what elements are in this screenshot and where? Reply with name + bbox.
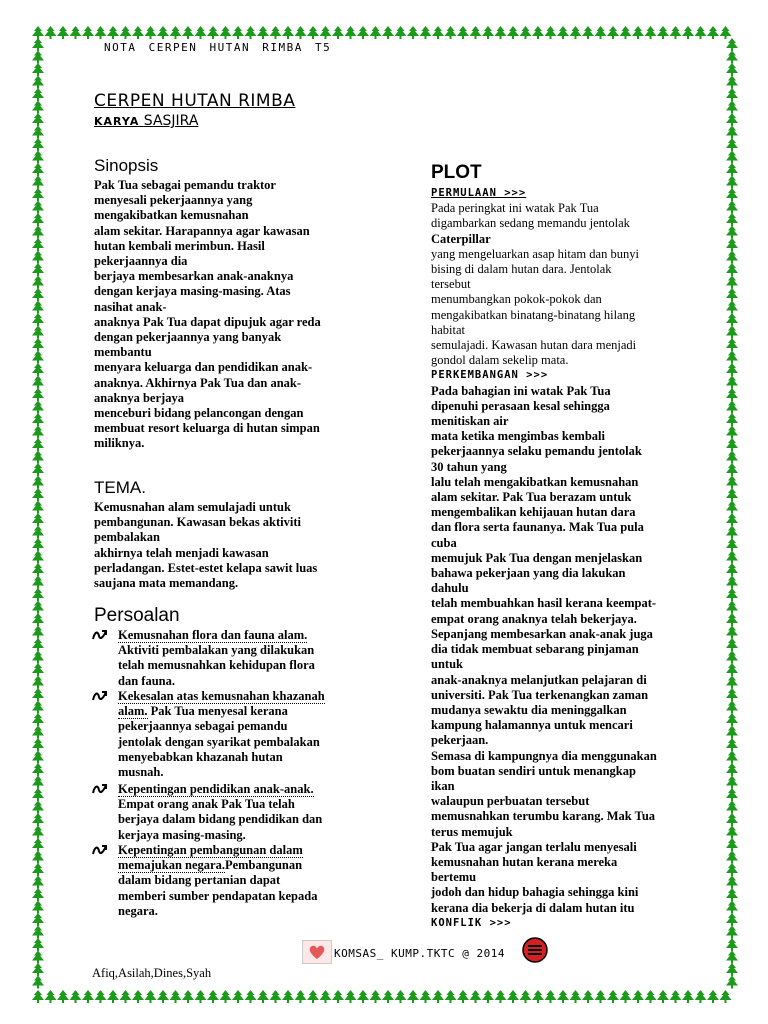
persoalan-text-tail: Pak Tua menyesal kerana [147, 704, 288, 719]
persoalan-text: kerjaya masing-masing. [118, 827, 246, 842]
group-members: Afiq,Asilah,Dines,Syah [92, 966, 212, 980]
persoalan-text: memajukan negara. [118, 858, 225, 873]
persoalan-line [118, 628, 367, 643]
persoalan-item [92, 843, 367, 919]
persoalan-line [118, 858, 367, 873]
perkembangan-line: kemusnahan hutan kerana mereka [431, 854, 618, 869]
persoalan-text-tail: Pembangunan [224, 858, 303, 873]
tema-line: pembalakan [94, 530, 160, 545]
persoalan-line [118, 689, 367, 704]
persoalan-text: dan fauna. [118, 673, 175, 688]
persoalan-text: alam. [118, 704, 148, 719]
persoalan-line [118, 765, 367, 780]
school-logo-icon [522, 937, 548, 963]
perkembangan-line: dahulu [431, 581, 469, 596]
sinopsis-heading: Sinopsis [94, 156, 159, 175]
persoalan-line [118, 674, 367, 689]
sinopsis-line: nasihat anak- [94, 299, 167, 314]
permulaan-line: semulajadi. Kawasan hutan dara menjadi [431, 338, 637, 353]
permulaan-line: gondol dalam sekelip mata. [431, 353, 569, 368]
plot-stage-label: PERMULAAN >>> [431, 187, 527, 199]
perkembangan-line: Semasa di kampungnya dia menggunakan [431, 748, 657, 763]
permulaan-line: mengakibatkan binatang-binatang hilang [431, 307, 636, 322]
arrow-bullet-icon [92, 689, 108, 703]
permulaan-line: tersebut [431, 277, 471, 292]
plot-heading: PLOT [431, 162, 482, 183]
sinopsis-line: alam sekitar. Harapannya agar kawasan [94, 223, 310, 238]
perkembangan-line: alam sekitar. Pak Tua berazam untuk [431, 490, 632, 505]
sinopsis-line: pekerjaannya dia [94, 254, 188, 269]
persoalan-line [118, 873, 367, 888]
persoalan-text: Aktiviti pembalakan yang dilakukan [118, 643, 315, 658]
tema-line: Kemusnahan alam semulajadi untuk [94, 500, 291, 514]
perkembangan-line: Sepanjang membesarkan anak-anak juga [431, 626, 653, 641]
persoalan-text: Kemusnahan flora dan fauna alam. [118, 628, 308, 642]
persoalan-line [118, 812, 367, 827]
perkembangan-line: mata ketika mengimbas kembali [431, 429, 605, 444]
persoalan-text: menyebabkan khazanah hutan [118, 749, 283, 764]
perkembangan-line: 30 tahun yang [431, 459, 507, 474]
perkembangan-line: mudanya sewaktu dia meninggalkan [431, 702, 627, 717]
persoalan-text: Empat orang anak Pak Tua telah [118, 797, 295, 812]
perkembangan-line: Pada bahagian ini watak Pak Tua [431, 383, 611, 398]
persoalan-text: Kepentingan pembangunan dalam [118, 843, 303, 857]
perkembangan-line: pekerjaannya selaku pemandu jentolak [431, 444, 642, 459]
perkembangan-line: ikan [431, 778, 455, 793]
persoalan-line [118, 735, 367, 750]
sinopsis-line: hutan kembali merimbun. Hasil [94, 238, 265, 253]
heart-icon [302, 940, 332, 964]
perkembangan-line: lalu telah mengakibatkan kemusnahan [431, 474, 639, 489]
persoalan-text: Kekesalan atas kemusnahan khazanah [118, 689, 325, 703]
persoalan-item [92, 689, 367, 780]
perkembangan-line: telah membuahkan hasil kerana keempat- [431, 596, 657, 611]
sinopsis-line: dengan pekerjaannya yang banyak [94, 330, 282, 345]
sinopsis-line: anaknya Pak Tua dapat dipujuk agar reda [94, 314, 321, 329]
persoalan-line [118, 658, 367, 673]
permulaan-line: bising di dalam hutan dara. Jentolak [431, 262, 612, 277]
permulaan-line: menumbangkan pokok-pokok dan [431, 292, 602, 307]
perkembangan-line: bahawa pekerjaan yang dia lakukan [431, 566, 626, 581]
perkembangan-line: terus memujuk [431, 824, 513, 839]
sinopsis-text [94, 178, 364, 452]
perkembangan-line: universiti. Pak Tua terkenangkan zaman [431, 687, 649, 702]
plot-stage-label: PERKEMBANGAN >>> [431, 369, 549, 382]
perkembangan-line: jodoh dan hidup bahagia sehingga kini [431, 885, 639, 900]
persoalan-text: memberi sumber pendapatan kepada [118, 888, 318, 903]
persoalan-text: telah memusnahkan kehidupan flora [118, 658, 315, 673]
perkembangan-line: untuk [431, 657, 463, 672]
sinopsis-line: berjaya membesarkan anak-anaknya [94, 269, 294, 284]
perkembangan-line: kerana dia bekerja di dalam hutan itu [431, 900, 635, 915]
story-title: CERPEN HUTAN RIMBA [94, 91, 296, 111]
persoalan-item [92, 782, 367, 843]
perkembangan-line: dia tidak membuat sebarang pinjaman [431, 642, 639, 657]
persoalan-text: berjaya dalam bidang pendidikan dan [118, 812, 323, 827]
persoalan-heading: Persoalan [94, 605, 180, 626]
author-prefix: KARYA [94, 115, 140, 128]
persoalan-line [118, 797, 367, 812]
persoalan-text: pekerjaannya sebagai pemandu [118, 719, 288, 734]
plot-stage-label: KONFLIK >>> [431, 916, 512, 929]
tema-line: saujana mata memandang. [94, 576, 239, 591]
persoalan-text: musnah. [118, 765, 164, 780]
persoalan-line [118, 843, 367, 858]
persoalan-line [118, 719, 367, 734]
perkembangan-line: menitiskan air [431, 414, 509, 429]
arrow-bullet-icon [92, 843, 108, 857]
author-name: SASJIRA [143, 113, 199, 129]
perkembangan-line: dipenuhi perasaan kesal sehingga [431, 398, 610, 413]
persoalan-line [118, 828, 367, 843]
arrow-bullet-icon [92, 782, 108, 796]
perkembangan-line: anak-anaknya melanjutkan pelajaran di [431, 672, 647, 687]
sinopsis-line: dengan kerjaya masing-masing. Atas [94, 284, 291, 299]
arrow-bullet-icon [92, 628, 108, 642]
sinopsis-line: miliknya. [94, 436, 145, 451]
persoalan-line [118, 904, 367, 919]
perkembangan-line: kampung halamannya untuk mencari [431, 718, 633, 733]
tema-line: akhirnya telah menjadi kawasan [94, 545, 269, 560]
persoalan-line [118, 889, 367, 904]
permulaan-line: habitat [431, 322, 466, 337]
perkembangan-line: memusnahkan terumbu karang. Mak Tua [431, 809, 656, 824]
permulaan-bold-line: Caterpillar [431, 231, 491, 246]
sinopsis-line: menyesali pekerjaannya yang [94, 193, 253, 208]
tema-line: perladangan. Estet-estet kelapa sawit luas [94, 560, 318, 575]
tema-text [94, 500, 364, 591]
permulaan-line: Pada peringkat ini watak Pak Tua [431, 201, 599, 216]
perkembangan-line: dan flora serta faunanya. Mak Tua pula [431, 520, 644, 535]
perkembangan-line: empat orang anaknya telah bekerjaya. [431, 611, 637, 626]
sinopsis-line: anaknya. Akhirnya Pak Tua dan anak- [94, 375, 302, 390]
sinopsis-line: menceburi bidang pelancongan dengan [94, 406, 304, 421]
sinopsis-line: membuat resort keluarga di hutan simpan [94, 421, 320, 436]
persoalan-line [118, 704, 367, 719]
perkembangan-line: pekerjaan. [431, 733, 489, 748]
footer-group [302, 940, 552, 964]
persoalan-text: jentolak dengan syarikat pembalakan [118, 734, 320, 749]
perkembangan-line: cuba [431, 535, 457, 550]
header-note: NOTA CERPEN HUTAN RIMBA T5 [104, 41, 332, 54]
perkembangan-line: walaupun perbuatan tersebut [431, 794, 590, 809]
perkembangan-text [431, 384, 681, 916]
persoalan-line [118, 643, 367, 658]
perkembangan-line: bertemu [431, 870, 477, 885]
permulaan-line: digambarkan sedang memandu jentolak [431, 216, 630, 231]
persoalan-text: Kepentingan pendidikan anak-anak. [118, 782, 314, 796]
perkembangan-line: Pak Tua agar jangan terlalu menyesali [431, 839, 637, 854]
plot-text [431, 186, 681, 931]
permulaan-line: yang mengeluarkan asap hitam dan bunyi [431, 246, 639, 261]
sinopsis-line: menyara keluarga dan pendidikan anak- [94, 360, 313, 375]
tema-heading: TEMA. [94, 478, 146, 497]
perkembangan-line: memujuk Pak Tua dengan menjelaskan [431, 550, 643, 565]
sinopsis-line: membantu [94, 345, 152, 360]
perkembangan-line: mengembalikan kehijauan hutan dara [431, 505, 636, 520]
sinopsis-line: anaknya berjaya [94, 390, 184, 405]
perkembangan-line: bom buatan sendiri untuk menangkap [431, 763, 636, 778]
author-line [94, 113, 198, 129]
persoalan-item [92, 628, 367, 689]
sinopsis-line: Pak Tua sebagai pemandu traktor [94, 178, 276, 192]
persoalan-text: negara. [118, 903, 158, 918]
persoalan-line [118, 782, 367, 797]
sinopsis-line: mengakibatkan kemusnahan [94, 208, 249, 223]
tema-line: pembangunan. Kawasan bekas aktiviti [94, 515, 302, 530]
footer-credit: KOMSAS_ KUMP.TKTC @ 2014 [334, 947, 505, 960]
persoalan-line [118, 750, 367, 765]
persoalan-text: dalam bidang pertanian dapat [118, 873, 281, 888]
